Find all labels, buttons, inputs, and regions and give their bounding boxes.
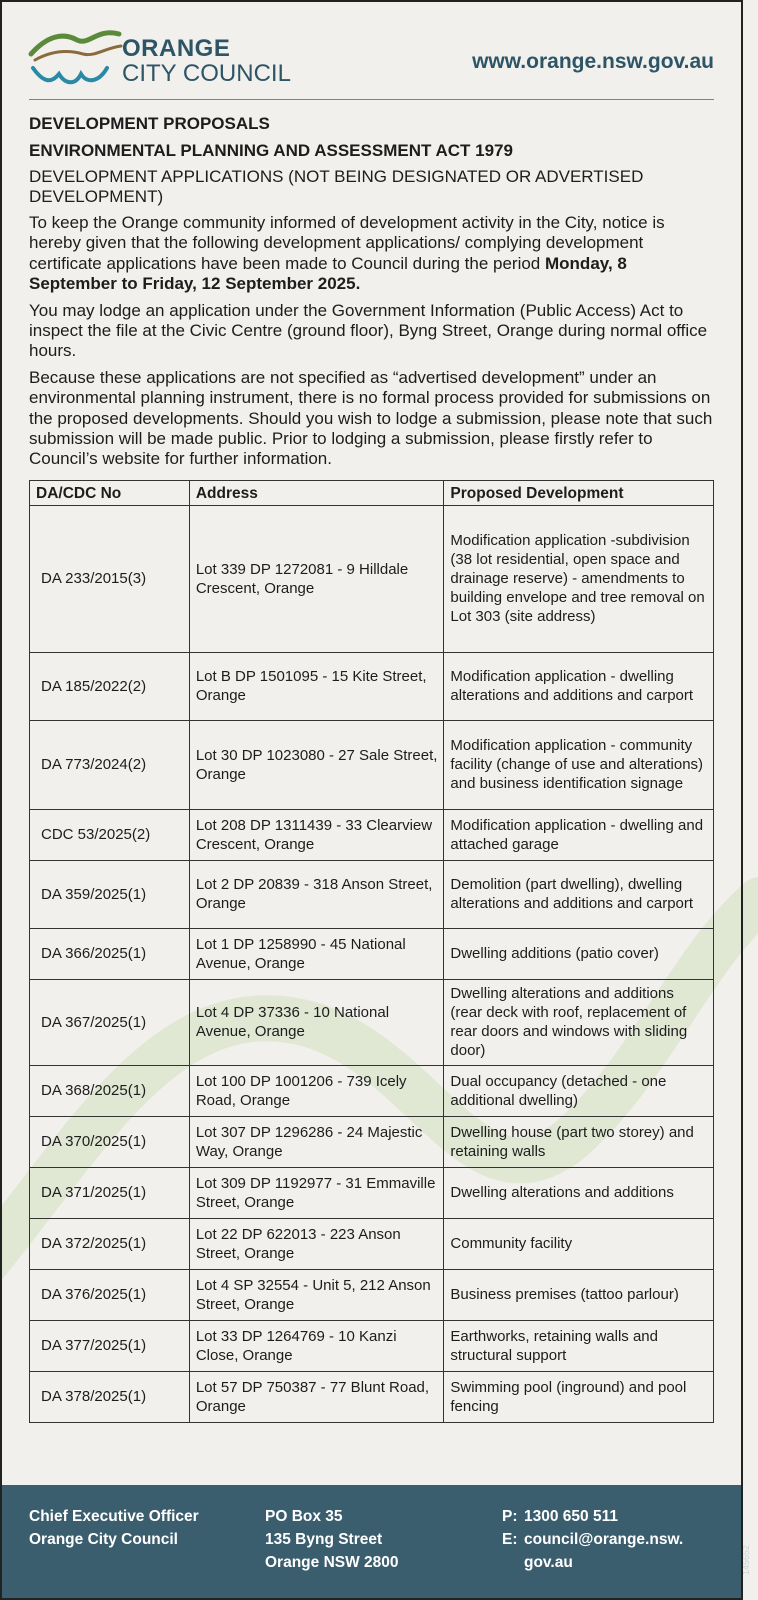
table-row [30,860,714,928]
table-row [30,1371,714,1422]
table-row [30,1116,714,1167]
footer-contact-name [29,1505,199,1551]
notice-paragraph-2: You may lodge an application under the Government Information (Public Access) Act to inspect the file at the Civic Centre (ground floor), Byng Street, Orange during normal office hours. [29,300,708,361]
header [29,0,714,100]
table-row [30,1167,714,1218]
email-address[interactable] [524,1528,683,1574]
application-address: Lot 30 DP 1023080 - 27 Sale Street, Orange [189,720,444,809]
reference-number: 145652 [741,1545,751,1576]
footer-council: Orange City Council [29,1531,178,1548]
table-row [30,720,714,809]
application-number: DA 371/2025(1) [30,1167,190,1218]
footer-address [265,1505,399,1574]
footer-contact-details [502,1505,683,1574]
column-header-number: DA/CDC No [30,480,190,505]
footer-ceo: Chief Executive Officer [29,1508,199,1525]
notice-paragraph-3: Because these applications are not specified as “advertised development” under an environmental planning instrument, there is no formal process provided for submissions on the proposed developments. Should you wish to lodge a submission, please note that such submission will be made public. Prior to lodging a submission, please firstly refer to Council’s website for further information. [29,367,713,469]
application-development: Earthworks, retaining walls and structural support [444,1320,714,1371]
application-address: Lot 309 DP 1192977 - 31 Emmaville Street, Orange [189,1167,444,1218]
application-address: Lot 33 DP 1264769 - 10 Kanzi Close, Orange [189,1320,444,1371]
column-header-development: Proposed Development [444,480,714,505]
application-development: Modification application - dwelling and attached garage [444,809,714,860]
notice-paragraph-1 [29,213,714,295]
application-number: DA 359/2025(1) [30,860,190,928]
logo-line1: ORANGE [122,35,231,62]
application-number: DA 378/2025(1) [30,1371,190,1422]
application-address: Lot 307 DP 1296286 - 24 Majestic Way, Orange [189,1116,444,1167]
footer-po-box: PO Box 35 [265,1508,343,1525]
table-row [30,928,714,979]
application-number: DA 368/2025(1) [30,1065,190,1116]
logo-wordmark [122,37,291,86]
application-number: DA 773/2024(2) [30,720,190,809]
application-address: Lot 339 DP 1272081 - 9 Hilldale Crescent, Orange [189,505,444,652]
column-header-address: Address [189,480,444,505]
heading-development-proposals: DEVELOPMENT PROPOSALS [29,114,270,133]
table-header-row [30,480,714,505]
application-number: DA 377/2025(1) [30,1320,190,1371]
application-address: Lot 22 DP 622013 - 223 Anson Street, Orange [189,1218,444,1269]
application-number: DA 185/2022(2) [30,652,190,720]
application-address: Lot 2 DP 20839 - 318 Anson Street, Orange [189,860,444,928]
application-address: Lot 1 DP 1258990 - 45 National Avenue, Orange [189,928,444,979]
application-development: Dwelling house (part two storey) and retaining walls [444,1116,714,1167]
application-development: Modification application -subdivision (38 lot residential, open space and drainage reserve) - amendments to building envelope and tree removal on Lot 303 (site address) [444,505,714,652]
table-row [30,1218,714,1269]
phone-label: P: [502,1508,518,1525]
application-address: Lot 4 SP 32554 - Unit 5, 212 Anson Street, Orange [189,1269,444,1320]
application-number: DA 370/2025(1) [30,1116,190,1167]
application-number: DA 367/2025(1) [30,979,190,1065]
para1-text: To keep the Orange community informed of development activity in the City, notice is hereby given that the following development applications/ complying development certificate applications have been made to Council during the period [29,213,665,273]
application-address: Lot 100 DP 1001206 - 739 Icely Road, Orange [189,1065,444,1116]
application-address: Lot 208 DP 1311439 - 33 Clearview Crescent, Orange [189,809,444,860]
application-number: DA 233/2015(3) [30,505,190,652]
logo-line2: CITY COUNCIL [122,60,291,87]
application-development: Modification application - community facility (change of use and alterations) and business identification signage [444,720,714,809]
table-row [30,505,714,652]
email-line2: gov.au [524,1554,573,1571]
application-development: Dwelling alterations and additions (rear deck with roof, replacement of rear doors and windows with sliding door) [444,979,714,1065]
heading-applications: DEVELOPMENT APPLICATIONS (NOT BEING DESIGNATED OR ADVERTISED DEVELOPMENT) [29,167,644,206]
footer [0,1485,751,1600]
table-row [30,1320,714,1371]
application-development: Demolition (part dwelling), dwelling alterations and additions and carport [444,860,714,928]
application-development: Swimming pool (inground) and pool fencing [444,1371,714,1422]
website-link[interactable]: www.orange.nsw.gov.au [472,50,714,73]
application-number: DA 376/2025(1) [30,1269,190,1320]
application-development: Community facility [444,1218,714,1269]
email-line1: council@orange.nsw. [524,1531,684,1548]
email-label: E: [502,1531,518,1548]
table-row [30,652,714,720]
application-address: Lot 57 DP 750387 - 77 Blunt Road, Orange [189,1371,444,1422]
application-development: Dwelling alterations and additions [444,1167,714,1218]
application-number: DA 366/2025(1) [30,928,190,979]
table-row [30,979,714,1065]
phone-number[interactable]: 1300 650 511 [524,1508,618,1525]
footer-suburb: Orange NSW 2800 [265,1554,399,1571]
applications-table [29,480,714,1423]
notice-period: Monday, 8 September to Friday, 12 September 2025. [29,253,627,294]
application-development: Dwelling additions (patio cover) [444,928,714,979]
footer-street: 135 Byng Street [265,1531,383,1548]
heading-act: ENVIRONMENTAL PLANNING AND ASSESSMENT ACT 1979 [29,141,513,160]
application-number: CDC 53/2025(2) [30,809,190,860]
application-address: Lot 4 DP 37336 - 10 National Avenue, Orange [189,979,444,1065]
application-development: Modification application - dwelling alterations and additions and carport [444,652,714,720]
table-row [30,1269,714,1320]
application-number: DA 372/2025(1) [30,1218,190,1269]
application-development: Dual occupancy (detached - one additional dwelling) [444,1065,714,1116]
council-logo-icon [29,24,125,96]
application-development: Business premises (tattoo parlour) [444,1269,714,1320]
table-row [30,1065,714,1116]
table-row [30,809,714,860]
application-address: Lot B DP 1501095 - 15 Kite Street, Orange [189,652,444,720]
